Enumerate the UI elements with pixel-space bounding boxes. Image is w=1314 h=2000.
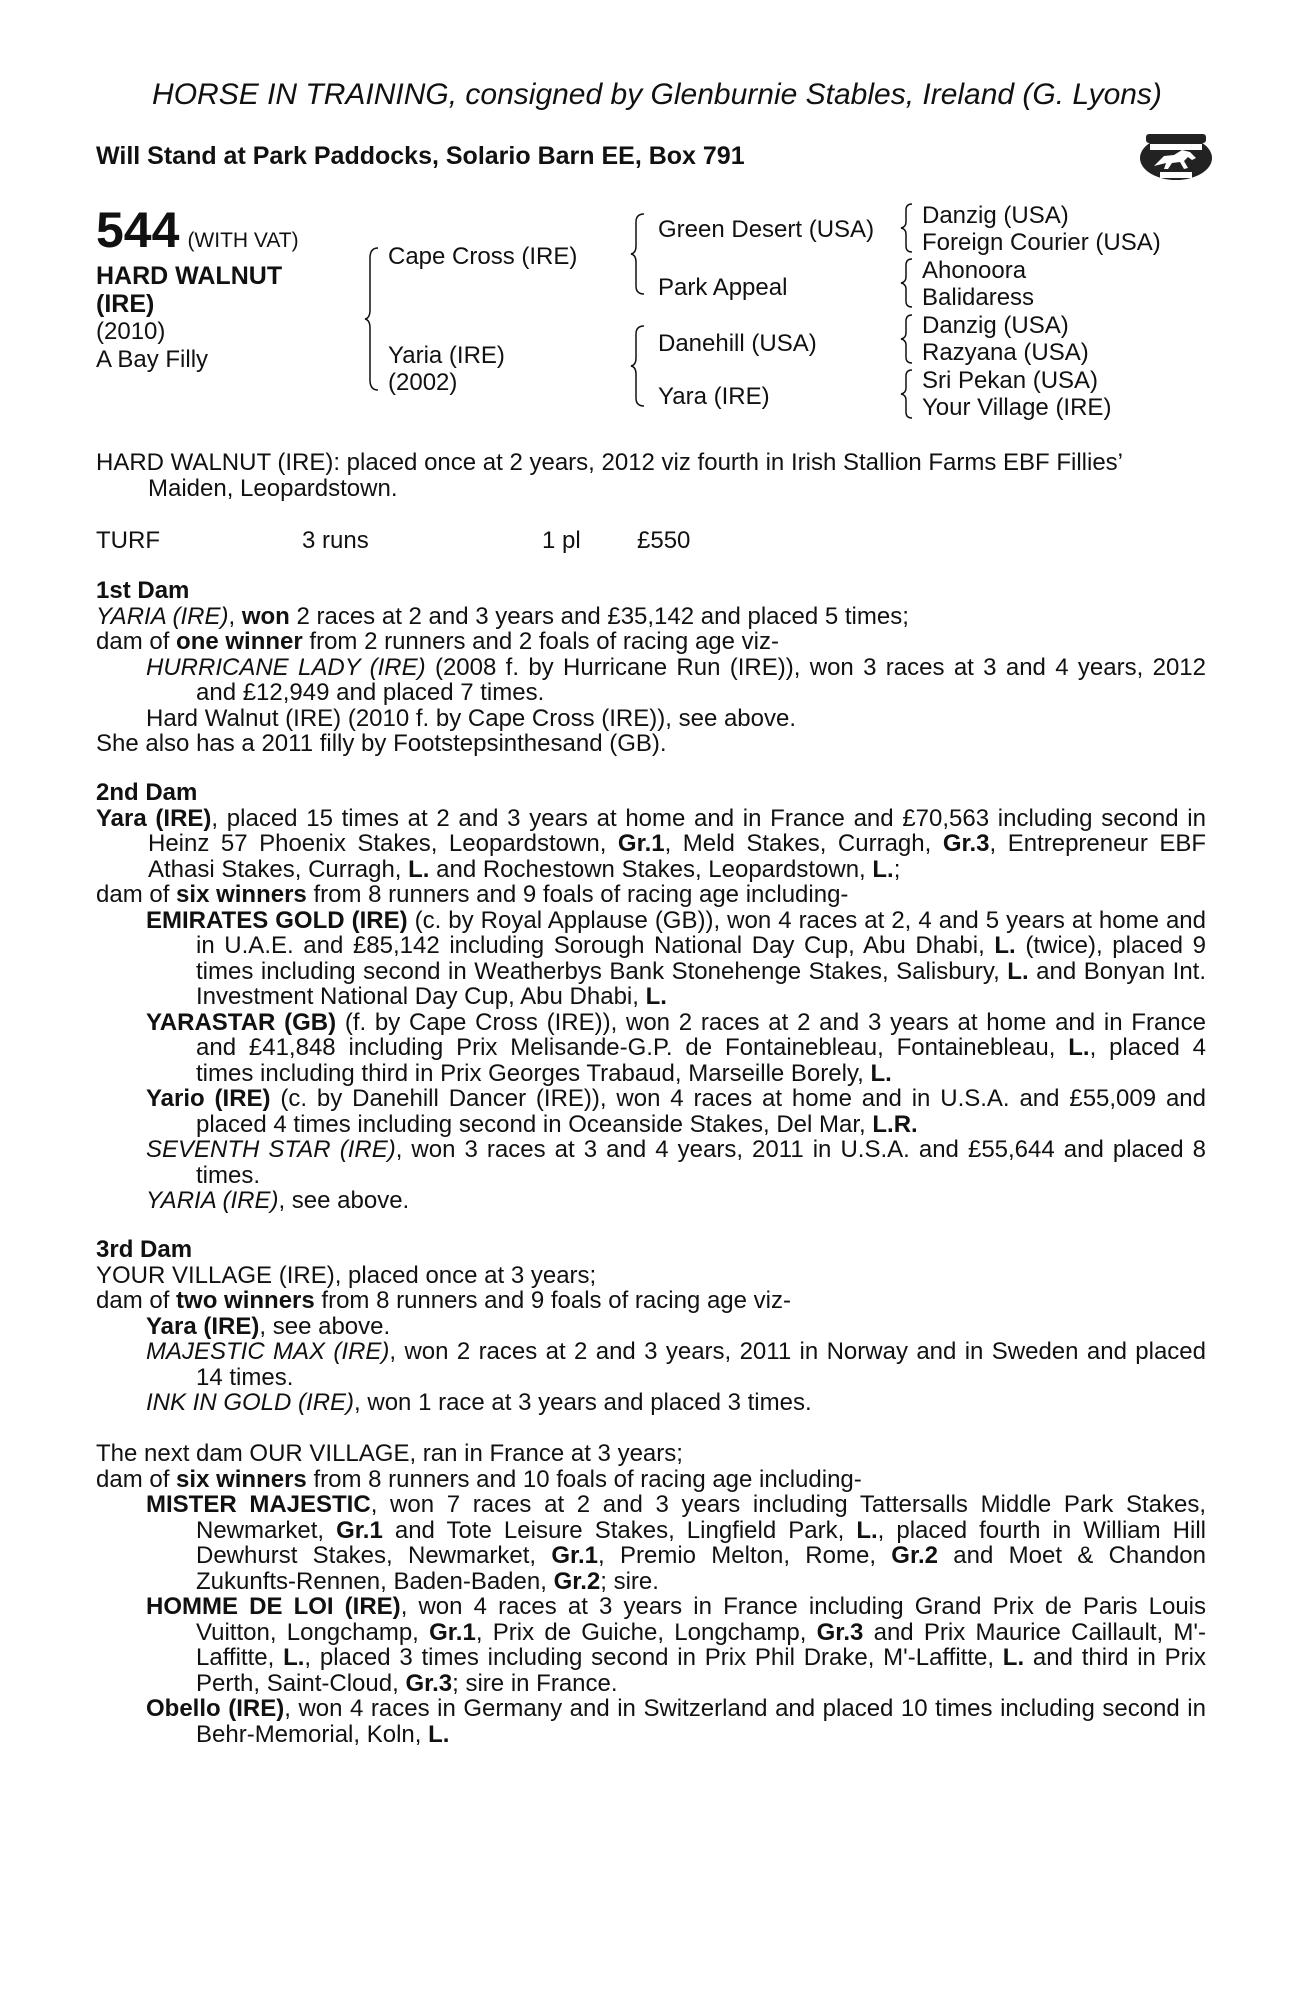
progeny-entry: EMIRATES GOLD (IRE) (c. by Royal Applause (GB)), won 4 races at 2, 4 and 5 years at home and in U.A.E. and £85,142 including Sorough National Day Cup, Abu Dhabi, L. (twice), placed 9 times including second in Weatherbys Bank Stonehenge Stakes, Salisbury, L. and Bonyan Int. Investment National Day Cup, Abu Dhabi, L. bbox=[146, 906, 1207, 1010]
pedigree-dam-year: (2002) bbox=[388, 369, 458, 396]
horse-name-suffix: (IRE) bbox=[96, 290, 155, 318]
pedigree-gen3-5: Danzig (USA) bbox=[922, 312, 1069, 339]
consignor-heading: HORSE IN TRAINING, consigned by Glenburnie Stables, Ireland (G. Lyons) bbox=[152, 78, 1162, 111]
second-dam-section: 2nd Dam Yara (IRE), placed 15 times at 2 and 3 years at home and in France and £70,563 including second in Heinz 57 Phoenix Stakes, Leopardstown, Gr.1, Meld Stakes, Curragh, Gr.3, Entrepreneur EBF Athasi Stakes, Curragh, L. and Rochestown Stakes, Leopardstown, L.; dam of six winners from 8 runners and 9 foals of racing age including- EMIRATES GOLD (IRE) (c. by Royal Applause (GB)), won 4 races at 2, 4 and 5 years at home and in U.A.E. and £85,142 including Sorough National Day Cup, Abu Dhabi, L. (twice), placed 9 times including second in Weatherbys Bank Stonehenge Stakes, Salisbury, L. and Bonyan Int. Investment National Day Cup, Abu Dhabi, L. YARASTAR (GB) (f. by Cape Cross (IRE)), won 2 races at 2 and 3 years at home and in France and £41,848 including Prix Melisande-G.P. de Fontainebleau, Fontainebleau, L., placed 4 times including third in Prix Georges Trabaud, Marseille Borely, L. Yario (IRE) (c. by Danehill Dancer (IRE)), won 4 races at home and in U.S.A. and £55,009 and placed 4 times including second in Oceanside Stakes, Del Mar, L.R. SEVENTH STAR (IRE), won 3 races at 3 and 4 years, 2011 in U.S.A. and £55,644 and placed 8 times. YARIA (IRE), see above. bbox=[96, 779, 1207, 1214]
pedigree-gen2-dam-dam: Yara (IRE) bbox=[658, 383, 770, 410]
pedigree-gen2-sire-sire: Green Desert (USA) bbox=[658, 216, 875, 243]
pedigree-gen3-8: Your Village (IRE) bbox=[922, 394, 1112, 421]
progeny-entry: MISTER MAJESTIC, won 7 races at 2 and 3 years including Tattersalls Middle Park Stakes, Newmarket, Gr.1 and Tote Leisure Stakes, Lingfield Park, L., placed fourth in William Hill Dewhurst Stakes, Newmarket, Gr.1, Premio Melton, Rome, Gr.2 and Moet & Chandon Zukunfts-Rennen, Baden-Baden, Gr.2; sire. bbox=[146, 1491, 1207, 1595]
pedigree-gen3-2: Foreign Courier (USA) bbox=[922, 229, 1161, 256]
pedigree-brace-green-desert bbox=[900, 202, 914, 254]
progeny-entry: YARIA (IRE), see above. bbox=[146, 1187, 410, 1214]
progeny-entry: HURRICANE LADY (IRE) (2008 f. by Hurricane Run (IRE)), won 3 races at 3 and 4 years, 2012 and £12,949 and placed 7 times. bbox=[146, 653, 1206, 706]
progeny-entry: YARASTAR (GB) (f. by Cape Cross (IRE)), won 2 races at 2 and 3 years at home and in France and £41,848 including Prix Melisande-G.P. de Fontainebleau, Fontainebleau, L., placed 4 times including third in Prix Georges Trabaud, Marseille Borely, L. bbox=[146, 1008, 1206, 1087]
dam-note: She also has a 2011 filly by Footstepsinthesand (GB). bbox=[96, 730, 667, 757]
race-summary-line: Maiden, Leopardstown. bbox=[148, 474, 398, 502]
race-summary-line: HARD WALNUT (IRE): placed once at 2 years, 2012 viz fourth in Irish Stallion Farms EBF Fillies’ bbox=[96, 449, 1124, 476]
pedigree-gen3-7: Sri Pekan (USA) bbox=[922, 367, 1099, 394]
record-placed: 1 pl bbox=[542, 527, 581, 554]
race-summary bbox=[96, 450, 1206, 501]
progeny-entry: Obello (IRE), won 4 races in Germany and in Switzerland and placed 10 times including second in Behr-Memorial, Koln, L. bbox=[146, 1695, 1206, 1748]
first-dam-section: 1st Dam YARIA (IRE), won 2 races at 2 and 3 years and £35,142 and placed 5 times; dam of one winner from 2 runners and 2 foals of racing age viz- HURRICANE LADY (IRE) (2008 f. by Hurricane Run (IRE)), won 3 races at 3 and 4 years, 2012 and £12,949 and placed 7 times. Hard Walnut (IRE) (2010 f. by Cape Cross (IRE)), see above. She also has a 2011 filly by Footstepsinthesand (GB). bbox=[96, 577, 1206, 757]
lot-number: 544 bbox=[96, 202, 180, 258]
horse-name: HARD WALNUT bbox=[96, 262, 283, 290]
dam-entry: The next dam OUR VILLAGE, ran in France at 3 years; bbox=[96, 1440, 683, 1467]
progeny-entry: Hard Walnut (IRE) (2010 f. by Cape Cross (IRE)), see above. bbox=[146, 704, 797, 732]
pedigree-brace-dam bbox=[630, 324, 646, 408]
pedigree-gen3-1: Danzig (USA) bbox=[922, 202, 1069, 229]
foaling-year: (2010) bbox=[96, 318, 166, 345]
progeny-entry: Yara (IRE), see above. bbox=[146, 1312, 391, 1340]
lot-summary bbox=[96, 202, 336, 374]
section-heading: 3rd Dam bbox=[96, 1236, 193, 1263]
pedigree-gen3-4: Balidaress bbox=[922, 284, 1035, 311]
pedigree-gen3-3: Ahonoora bbox=[922, 257, 1027, 284]
horse-description: A Bay Filly bbox=[96, 346, 209, 373]
pedigree-sire: Cape Cross (IRE) bbox=[388, 243, 578, 270]
dam-entry: Yara (IRE), placed 15 times at 2 and 3 years at home and in France and £70,563 including second in Heinz 57 Phoenix Stakes, Leopardstown, Gr.1, Meld Stakes, Curragh, Gr.3, Entrepreneur EBF Athasi Stakes, Curragh, L. and Rochestown Stakes, Leopardstown, L.; bbox=[96, 804, 1207, 883]
section-heading: 1st Dam bbox=[96, 577, 190, 604]
section-heading: 2nd Dam bbox=[96, 779, 198, 806]
pedigree-brace-park-appeal bbox=[900, 257, 914, 309]
dam-name: YARIA (IRE) bbox=[96, 602, 229, 630]
progeny-entry: INK IN GOLD (IRE), won 1 race at 3 years and placed 3 times. bbox=[146, 1389, 812, 1416]
dam-entry: YOUR VILLAGE (IRE), placed once at 3 years; bbox=[96, 1261, 597, 1289]
record-runs: 3 runs bbox=[302, 527, 369, 554]
progeny-entry: MAJESTIC MAX (IRE), won 2 races at 2 and 3 years, 2011 in Norway and in Sweden and placed 14 times. bbox=[146, 1338, 1207, 1391]
stand-location: Will Stand at Park Paddocks, Solario Barn EE, Box 791 bbox=[96, 142, 745, 170]
pedigree-dam: Yaria (IRE) bbox=[388, 342, 505, 369]
racing-post-trainers-bonus-logo-icon bbox=[1138, 128, 1214, 182]
pedigree-gen2-dam-sire: Danehill (USA) bbox=[658, 330, 817, 357]
next-dam-section: The next dam OUR VILLAGE, ran in France at 3 years; dam of six winners from 8 runners and 10 foals of racing age including- MISTER MAJESTIC, won 7 races at 2 and 3 years including Tattersalls Middle Park Stakes, Newmarket, Gr.1 and Tote Leisure Stakes, Lingfield Park, L., placed fourth in William Hill Dewhurst Stakes, Newmarket, Gr.1, Premio Melton, Rome, Gr.2 and Moet & Chandon Zukunfts-Rennen, Baden-Baden, Gr.2; sire. HOMME DE LOI (IRE), won 4 races at 3 years in France including Grand Prix de Paris Louis Vuitton, Longchamp, Gr.1, Prix de Guiche, Longchamp, Gr.3 and Prix Maurice Caillault, M'-Laffitte, L., placed 3 times including second in Prix Phil Drake, M'-Laffitte, L. and third in Prix Perth, Saint-Cloud, Gr.3; sire in France. Obello (IRE), won 4 races in Germany and in Switzerland and placed 10 times including second in Behr-Memorial, Koln, L. bbox=[96, 1440, 1207, 1748]
pedigree-brace-yara bbox=[900, 368, 914, 420]
third-dam-section: 3rd Dam YOUR VILLAGE (IRE), placed once at 3 years; dam of two winners from 8 runners and 9 foals of racing age viz- Yara (IRE), see above. MAJESTIC MAX (IRE), won 2 races at 2 and 3 years, 2011 in Norway and in Sweden and placed 14 times. INK IN GOLD (IRE), won 1 race at 3 years and placed 3 times. bbox=[96, 1236, 1207, 1416]
pedigree-brace-gen1 bbox=[364, 246, 380, 392]
record-earnings: £550 bbox=[637, 527, 691, 554]
progeny-entry: SEVENTH STAR (IRE), won 3 races at 3 and 4 years, 2011 in U.S.A. and £55,644 and placed 8 times. bbox=[146, 1136, 1207, 1189]
pedigree-gen3-6: Razyana (USA) bbox=[922, 339, 1089, 366]
progeny-entry: Yario (IRE) (c. by Danehill Dancer (IRE)), won 4 races at home and in U.S.A. and £55,009 and placed 4 times including second in Oceanside Stakes, Del Mar, L.R. bbox=[146, 1085, 1206, 1138]
pedigree-brace-danehill bbox=[900, 313, 914, 365]
record-surface: TURF bbox=[96, 527, 160, 554]
progeny-entry: HOMME DE LOI (IRE), won 4 races at 3 years in France including Grand Prix de Paris Louis Vuitton, Longchamp, Gr.1, Prix de Guiche, Longchamp, Gr.3 and Prix Maurice Caillault, M'-Laffitte, L., placed 3 times including second in Prix Phil Drake, M'-Laffitte, L. and third in Prix Perth, Saint-Cloud, Gr.3; sire in France. bbox=[146, 1593, 1207, 1697]
vat-note: (WITH VAT) bbox=[187, 229, 299, 252]
pedigree-brace-sire bbox=[630, 212, 646, 296]
pedigree-gen2-sire-dam: Park Appeal bbox=[658, 274, 788, 301]
